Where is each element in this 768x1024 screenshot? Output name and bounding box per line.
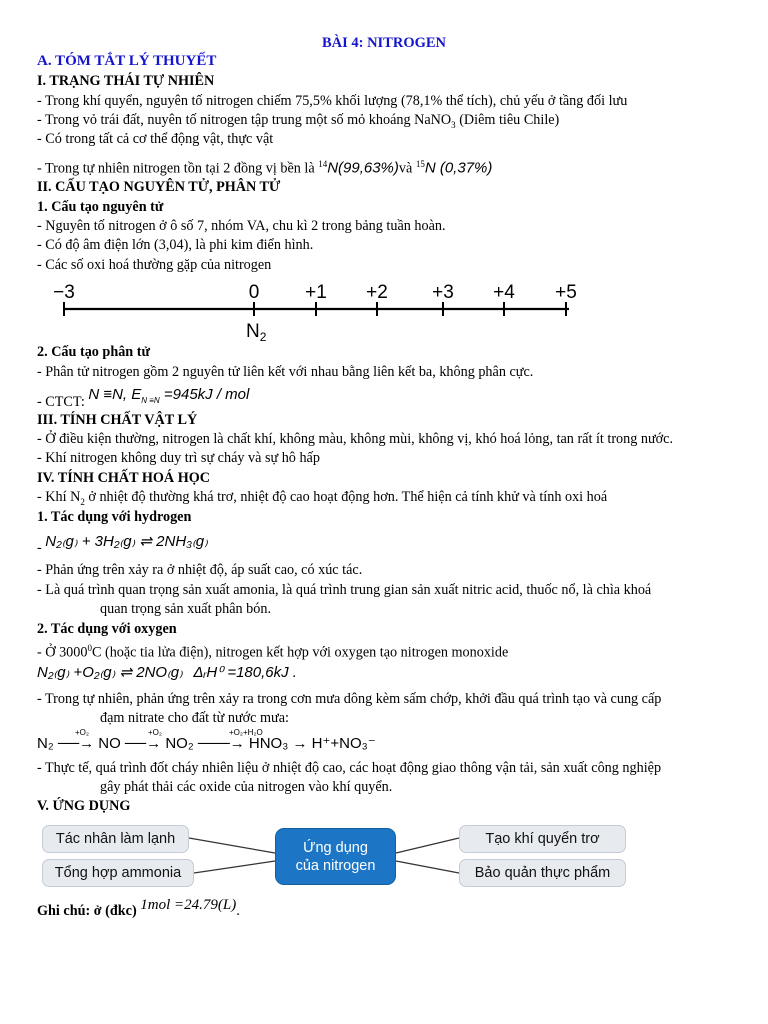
hydrogen-note-2b: quan trọng sản xuất phân bón. xyxy=(100,601,272,617)
natural-line-3: - Có trong tất cả cơ thể động vật, thực vật xyxy=(37,131,274,147)
note-line: Ghi chú: ở (đkc) 1mol =24.79(L). xyxy=(37,897,240,919)
atom-line-1: - Nguyên tố nitrogen ở ô số 7, nhóm VA, chu kì 2 trong bảng tuần hoàn. xyxy=(37,218,446,234)
oxygen-note-1b: đạm nitrate cho đất từ nước mưa: xyxy=(100,710,289,726)
atom-line-2: - Có độ âm điện lớn (3,04), là phi kim điển hình. xyxy=(37,237,314,253)
axis-tick-label: +5 xyxy=(555,282,577,303)
axis-tick-label: +2 xyxy=(366,282,388,303)
application-center-node xyxy=(275,828,396,885)
oxygen-equation: N₂₍g₎ +O₂₍g₎ ⇌ 2NO₍g₎ ΔᵣH⁰ =180,6kJ . xyxy=(37,664,297,681)
physical-line-1: - Ở điều kiện thường, nitrogen là chất khí, không màu, không mùi, không vị, khó hoá lỏng, tan rất ít trong nước. xyxy=(37,431,674,447)
molecule-line-1: - Phân tử nitrogen gồm 2 nguyên tử liên kết với nhau bằng liên kết ba, không phân cực. xyxy=(37,364,534,380)
isotope-line: - Trong tự nhiên nitrogen tồn tại 2 đồng vị bền là $^{14}$N(99,63%)và $^{15}$N (0,37%) xyxy=(37,159,493,177)
hydrogen-note-1: - Phản ứng trên xảy ra ở nhiệt độ, áp suất cao, có xúc tác. xyxy=(37,562,363,578)
section-3-heading: III. TÍNH CHẤT VẬT LÝ xyxy=(37,412,198,428)
axis-tick-label: +1 xyxy=(305,282,327,303)
axis-tick-label: +3 xyxy=(432,282,454,303)
section-1-heading: I. TRẠNG THÁI TỰ NHIÊN xyxy=(37,73,215,89)
atom-line-3: - Các số oxi hoá thường gặp của nitrogen xyxy=(37,257,272,273)
molecule-structure-heading: 2. Cấu tạo phân tử xyxy=(37,344,150,360)
application-inert-atmosphere: Tạo khí quyển trơ xyxy=(459,825,626,853)
atom-structure-heading: 1. Cấu tạo nguyên tử xyxy=(37,199,164,215)
oxygen-reaction-heading: 2. Tác dụng với oxygen xyxy=(37,621,177,637)
oxygen-intro: - Ở 3000$^0$C (hoặc tia lửa điện), nitrogen kết hợp với oxygen tạo nitrogen monoxide xyxy=(37,643,509,661)
page-title: BÀI 4: NITROGEN xyxy=(321,35,447,51)
application-food-preservation: Bảo quản thực phẩm xyxy=(459,859,626,887)
hydrogen-note-2a: - Là quá trình quan trọng sản xuất amonia, là quá trình trung gian sản xuất nitric acid, thuốc nổ, là chìa khoá xyxy=(37,582,652,598)
oxygen-note-2b: gây phát thải các oxide của nitrogen vào khí quyển. xyxy=(100,779,393,795)
hydrogen-equation: - N₂₍g₎ + 3H₂₍g₎ ⇌ 2NH₃₍g₎ xyxy=(37,533,208,556)
section-2-heading: II. CẤU TẠO NGUYÊN TỬ, PHÂN TỬ xyxy=(37,179,281,195)
section-a-heading: A. TÓM TẮT LÝ THUYẾT xyxy=(37,53,217,69)
chain-reagent-1: +O₂ xyxy=(75,728,89,737)
oxygen-note-1a: - Trong tự nhiên, phản ứng trên xảy ra trong cơn mưa dông kèm sấm chớp, khởi đầu quá trình tạo và cung cấp xyxy=(37,691,662,707)
section-4-heading: IV. TÍNH CHẤT HOÁ HỌC xyxy=(37,470,211,486)
application-ammonia-synthesis: Tổng hợp ammonia xyxy=(42,859,194,887)
natural-line-2: - Trong vỏ trái đất, nuyên tố nitrogen tập trung một số mỏ khoáng NaNO$_3$ (Diêm tiêu Chile) xyxy=(37,112,560,130)
hydrogen-reaction-heading: 1. Tác dụng với hydrogen xyxy=(37,509,192,525)
axis-tick-label: 0 xyxy=(248,282,260,303)
chain-reagent-2: +O₂ xyxy=(148,728,162,737)
center-node-line-1: Ứng dụng xyxy=(303,839,368,856)
section-5-heading: V. ỨNG DỤNG xyxy=(37,798,131,814)
oxygen-note-2a: - Thực tế, quá trình đốt cháy nhiên liệu ở nhiệt độ cao, các hoạt động giao thông vận tải, sản xuất công nghiệp xyxy=(37,760,662,776)
natural-line-1: - Trong khí quyển, nguyên tố nitrogen chiếm 75,5% khối lượng (78,1% thể tích), chủ yếu ở tầng đối lưu xyxy=(37,93,628,109)
axis-under-label: $N_2$ xyxy=(246,321,267,344)
axis-tick-label: −3 xyxy=(53,282,75,303)
application-refrigerant: Tác nhân làm lạnh xyxy=(42,825,189,853)
axis-tick-label: +4 xyxy=(493,282,515,303)
ctct-line: - CTCT: N ≡N, $E_{N \equiv N} =945kJ$ / mol xyxy=(37,386,250,410)
chain-reagent-3: +O₂+H₂O xyxy=(229,728,263,737)
nitrate-chain: N₂ ──→ NO ──→ NO₂ ───→ HNO₃ → H⁺+NO₃⁻ xyxy=(37,735,376,752)
chemical-intro: - Khí $N_2$ ở nhiệt độ thường khá trơ, nhiệt độ cao hoạt động hơn. Thể hiện cả tính khử và tính oxi hoá xyxy=(37,489,608,507)
physical-line-2: - Khí nitrogen không duy trì sự cháy và sự hô hấp xyxy=(37,450,320,466)
center-node-line-2: của nitrogen xyxy=(295,857,376,874)
